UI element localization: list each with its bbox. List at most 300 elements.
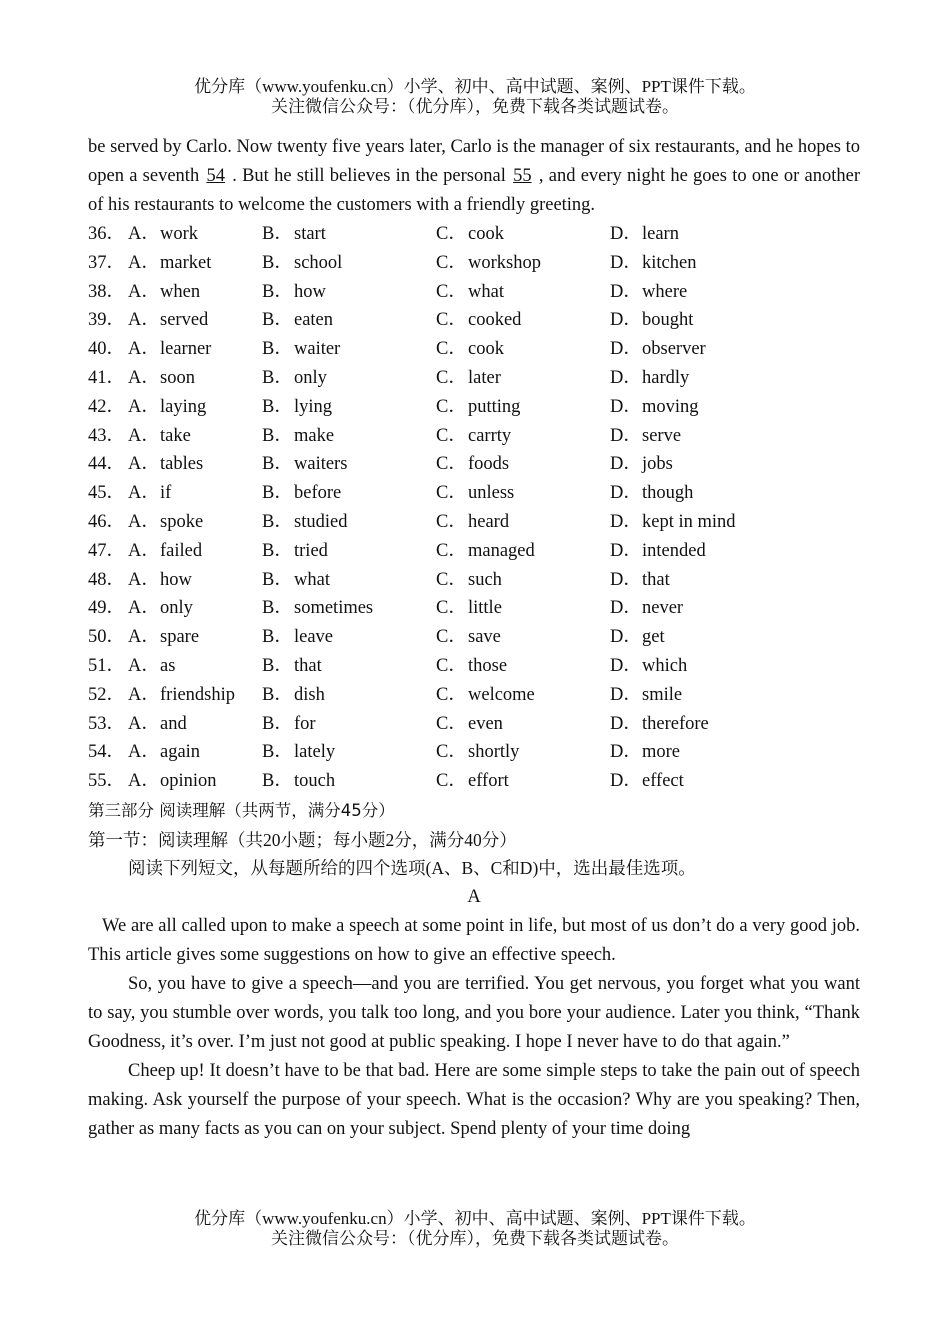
option-text: if [160,483,172,504]
question-number: 39． [88,310,126,331]
header-line-2: 关注微信公众号：（优分库），免费下载各类试题试卷。 [271,97,679,116]
option-text: lately [294,742,336,763]
option-letter: C． [436,224,467,244]
option-letter: C． [436,483,467,504]
option-text: shortly [468,742,520,763]
option-letter: C． [436,742,467,763]
option-c [436,738,610,767]
option-c [436,364,610,393]
option-letter: B． [262,771,293,792]
option-d [610,652,860,681]
option-letter: D． [610,713,642,734]
option-letter: D． [610,742,642,763]
question-row [88,566,860,595]
option-b [262,681,436,710]
option-letter: D． [610,627,642,648]
option-b [262,566,436,595]
option-a [88,364,262,393]
footer-line-1: 优分库（www.youfenku.cn）小学、初中、高中试题、案例、PPT课件下载。 [194,1209,756,1228]
question-row [88,681,860,710]
option-letter: D． [610,281,642,302]
option-d [610,393,860,422]
option-letter: C． [436,655,467,676]
option-letter: A． [128,684,160,705]
passage-paragraph-1: We are all called upon to make a speech at some point in life, but most of us don’t do a very good job. This article gives some suggestions on how to give an effective speech. [88,915,860,965]
option-letter: B． [262,224,293,244]
option-letter: D． [610,367,642,388]
option-text: as [160,655,176,676]
option-letter: C． [436,713,467,734]
option-letter: B． [262,425,293,446]
option-text: managed [468,540,535,561]
question-row [88,335,860,364]
option-letter: D． [610,425,642,446]
cloze-passage-end [88,133,860,220]
option-text: save [468,627,501,648]
passage-paragraph-2: So, you have to give a speech—and you are terrified. You get nervous, you forget what you want to say, you stumble over words, you talk too long, and you bore your audience. Later you think, “Thank Goodness, it’s over. I’m just not good at public speaking. I hope I never have to do that again.” [88,973,860,1052]
option-letter: C． [436,454,467,475]
option-text: tried [294,540,328,561]
option-letter: B． [262,367,293,388]
option-letter: B． [262,396,293,417]
option-letter: D． [610,454,642,475]
option-text: kitchen [642,252,697,273]
option-text: cooked [468,310,522,331]
option-b [262,364,436,393]
option-c [436,220,610,249]
question-number: 47． [88,540,126,561]
option-letter: C． [436,425,467,446]
option-letter: B． [262,483,293,504]
option-a [88,681,262,710]
option-text: served [160,310,209,331]
question-number: 37． [88,252,126,273]
question-row [88,278,860,307]
option-text: make [294,425,335,446]
option-text: opinion [160,771,217,792]
option-b [262,738,436,767]
question-number: 42． [88,396,126,417]
option-text: eaten [294,310,334,331]
option-text: never [642,598,684,619]
option-text: learn [642,224,679,244]
option-text: friendship [160,684,236,705]
option-b [262,450,436,479]
question-number: 50． [88,627,126,648]
option-letter: C． [436,367,467,388]
passage-title: A [467,886,481,907]
option-b [262,594,436,623]
section-3-title: 第三部分 阅读理解（共两节，满分45分） [88,800,395,820]
option-d [610,623,860,652]
option-letter: C． [436,511,467,532]
option-d [610,681,860,710]
option-d [610,566,860,595]
option-c [436,393,610,422]
option-letter: C． [436,684,467,705]
option-letter: D． [610,310,642,331]
option-letter: C． [436,598,467,619]
section-3-instruction: 阅读下列短文，从每题所给的四个选项(A、B、C和D)中，选出最佳选项。 [128,857,696,878]
question-row [88,306,860,335]
option-text: touch [294,771,336,792]
option-text: smile [642,684,683,705]
option-c [436,508,610,537]
question-number: 38． [88,281,126,302]
option-a [88,566,262,595]
option-text: kept in mind [642,511,736,532]
question-row [88,249,860,278]
option-text: that [294,655,322,676]
option-letter: B． [262,281,293,302]
option-letter: A． [128,627,160,648]
cloze-line-3: one or another of his restaurants to welcome the customers with a friendly greeting. [88,166,860,215]
option-d [610,450,860,479]
option-letter: D． [610,655,642,676]
option-letter: A． [128,339,160,360]
option-a [88,335,262,364]
option-letter: A． [128,569,160,590]
option-b [262,249,436,278]
question-row [88,652,860,681]
option-text: cook [468,224,504,244]
option-b [262,306,436,335]
question-row [88,594,860,623]
option-text: cook [468,339,504,360]
option-text: leave [294,627,334,648]
option-letter: A． [128,483,160,504]
option-d [610,220,860,249]
option-letter: A． [128,540,160,561]
option-letter: B． [262,511,293,532]
option-d [610,422,860,451]
option-a [88,738,262,767]
question-row [88,710,860,739]
option-letter: A． [128,224,160,244]
question-row [88,738,860,767]
option-text: which [642,655,688,676]
question-row [88,537,860,566]
option-letter: D． [610,396,642,417]
option-letter: D． [610,339,642,360]
option-d [610,479,860,508]
option-text: waiter [294,339,341,360]
option-text: what [294,569,330,590]
option-letter: A． [128,771,160,792]
option-c [436,566,610,595]
option-text: get [642,627,665,648]
option-text: therefore [642,713,709,734]
cloze-seg-3: , and every night he goes to [533,166,747,186]
option-a [88,249,262,278]
option-letter: B． [262,742,293,763]
option-c [436,594,610,623]
option-b [262,422,436,451]
option-text: heard [468,511,510,532]
question-number: 43． [88,425,126,446]
question-row [88,220,860,249]
question-row [88,422,860,451]
option-b [262,220,436,249]
question-number: 41． [88,367,126,388]
option-letter: C． [436,310,467,331]
option-letter: A． [128,511,160,532]
option-text: take [160,425,191,446]
question-number: 36． [88,224,126,244]
option-text: learner [160,339,212,360]
option-text: school [294,252,343,273]
option-text: serve [642,425,682,446]
option-text: for [294,713,316,734]
option-text: even [468,713,503,734]
option-d [610,594,860,623]
option-b [262,767,436,796]
option-letter: B． [262,454,293,475]
option-c [436,335,610,364]
option-a [88,220,262,249]
option-text: effect [642,771,684,792]
cloze-seg-1: hopes to open a seventh [88,137,860,186]
option-text: intended [642,540,706,561]
option-letter: A． [128,367,160,388]
option-text: market [160,252,212,273]
option-letter: B． [262,598,293,619]
option-letter: D． [610,511,642,532]
option-letter: B． [262,684,293,705]
option-text: moving [642,396,699,417]
option-letter: A． [128,742,160,763]
option-letter: A． [128,425,160,446]
option-letter: B． [262,569,293,590]
option-d [610,306,860,335]
option-letter: C． [436,540,467,561]
option-c [436,681,610,710]
option-text: studied [294,511,348,532]
option-text: hardly [642,367,690,388]
question-row [88,623,860,652]
option-letter: D． [610,598,642,619]
option-text: effort [468,771,509,792]
option-b [262,508,436,537]
option-text: only [160,598,193,619]
page-footer [0,1209,950,1249]
option-letter: C． [436,339,467,360]
option-c [436,479,610,508]
option-letter: D． [610,569,642,590]
option-d [610,738,860,767]
option-a [88,306,262,335]
option-text: later [468,367,501,388]
option-letter: B． [262,310,293,331]
option-c [436,710,610,739]
option-text: observer [642,339,706,360]
option-text: lying [294,396,333,417]
question-number: 45． [88,483,126,504]
option-letter: C． [436,281,467,302]
option-letter: A． [128,655,160,676]
question-row [88,767,860,796]
option-text: how [294,281,326,302]
option-text: failed [160,540,203,561]
option-letter: A． [128,598,160,619]
option-letter: D． [610,224,642,244]
blank-55: 55 [513,166,532,186]
option-b [262,623,436,652]
option-text: bought [642,310,694,331]
option-text: and [160,713,187,734]
option-b [262,652,436,681]
question-row [88,479,860,508]
option-a [88,652,262,681]
option-c [436,422,610,451]
option-letter: B． [262,339,293,360]
option-text: that [642,569,670,590]
option-text: foods [468,454,510,475]
option-letter: A． [128,310,160,331]
option-a [88,508,262,537]
option-c [436,249,610,278]
option-a [88,594,262,623]
page-header [0,77,950,117]
option-letter: C． [436,569,467,590]
option-a [88,278,262,307]
option-text: welcome [468,684,535,705]
option-letter: B． [262,540,293,561]
option-c [436,537,610,566]
question-number: 55． [88,771,126,792]
option-d [610,767,860,796]
option-d [610,278,860,307]
option-text: before [294,483,342,504]
option-b [262,710,436,739]
question-number: 53． [88,713,126,734]
option-c [436,450,610,479]
question-number: 44． [88,454,126,475]
header-line-1: 优分库（www.youfenku.cn）小学、初中、高中试题、案例、PPT课件下载。 [194,77,756,96]
question-number: 51． [88,655,126,676]
question-row [88,450,860,479]
option-text: putting [468,396,521,417]
question-list [88,220,860,796]
option-text: workshop [468,252,541,273]
option-text: such [468,569,502,590]
cloze-seg-2: . But he still believes in the personal [226,166,512,186]
question-number: 52． [88,684,126,705]
option-text: soon [160,367,195,388]
option-letter: A． [128,454,160,475]
option-letter: A． [128,713,160,734]
question-number: 54． [88,742,126,763]
option-a [88,537,262,566]
option-text: waiters [294,454,348,475]
option-c [436,623,610,652]
option-text: spoke [160,511,204,532]
question-row [88,364,860,393]
option-text: laying [160,396,207,417]
footer-line-2: 关注微信公众号：（优分库），免费下载各类试题试卷。 [271,1229,679,1248]
option-a [88,767,262,796]
option-text: jobs [642,454,673,475]
question-row [88,393,860,422]
question-number: 48． [88,569,126,590]
option-text: those [468,655,508,676]
option-b [262,537,436,566]
option-text: again [160,742,201,763]
option-letter: D． [610,771,642,792]
option-letter: A． [128,396,160,417]
option-d [610,364,860,393]
option-d [610,249,860,278]
option-b [262,479,436,508]
option-a [88,450,262,479]
option-d [610,508,860,537]
option-text: what [468,281,504,302]
section-3-subtitle: 第一节：阅读理解（共20小题；每小题2分，满分40分） [88,829,517,850]
option-letter: C． [436,396,467,417]
option-letter: C． [436,627,467,648]
option-letter: C． [436,771,467,792]
option-d [610,710,860,739]
option-a [88,623,262,652]
passage-paragraph-3: Cheep up! It doesn’t have to be that bad. Here are some simple steps to take the pain out of speech making. Ask yourself the purpose of your speech. What is the occasion? Why are you speaking? Then, gather as many facts as you can on your subject. Spend plenty of your time doing [88,1060,860,1139]
option-letter: B． [262,713,293,734]
question-row [88,508,860,537]
option-letter: A． [128,281,160,302]
option-c [436,306,610,335]
option-c [436,767,610,796]
blank-54: 54 [206,166,225,186]
option-b [262,335,436,364]
option-c [436,278,610,307]
option-a [88,710,262,739]
option-text: tables [160,454,204,475]
option-text: little [468,598,502,619]
option-letter: B． [262,627,293,648]
option-d [610,335,860,364]
question-number: 40． [88,339,126,360]
option-text: dish [294,684,325,705]
option-b [262,278,436,307]
option-a [88,422,262,451]
option-text: work [160,224,199,244]
option-letter: D． [610,252,642,273]
page-content [88,133,860,1144]
option-text: spare [160,627,200,648]
option-text: unless [468,483,515,504]
option-letter: D． [610,540,642,561]
option-letter: D． [610,684,642,705]
option-text: start [294,224,326,244]
option-text: only [294,367,327,388]
option-c [436,652,610,681]
option-text: more [642,742,681,763]
option-letter: B． [262,252,293,273]
option-d [610,537,860,566]
question-number: 49． [88,598,126,619]
option-a [88,479,262,508]
option-text: where [642,281,688,302]
question-number: 46． [88,511,126,532]
option-text: how [160,569,192,590]
option-letter: D． [610,483,642,504]
option-text: though [642,483,694,504]
option-letter: B． [262,655,293,676]
cloze-line-1: be served by Carlo. Now twenty five years later, Carlo is the manager of six restaurants, and he [88,137,794,157]
option-a [88,393,262,422]
option-text: when [160,281,201,302]
option-text: sometimes [294,598,374,619]
option-letter: C． [436,252,467,273]
